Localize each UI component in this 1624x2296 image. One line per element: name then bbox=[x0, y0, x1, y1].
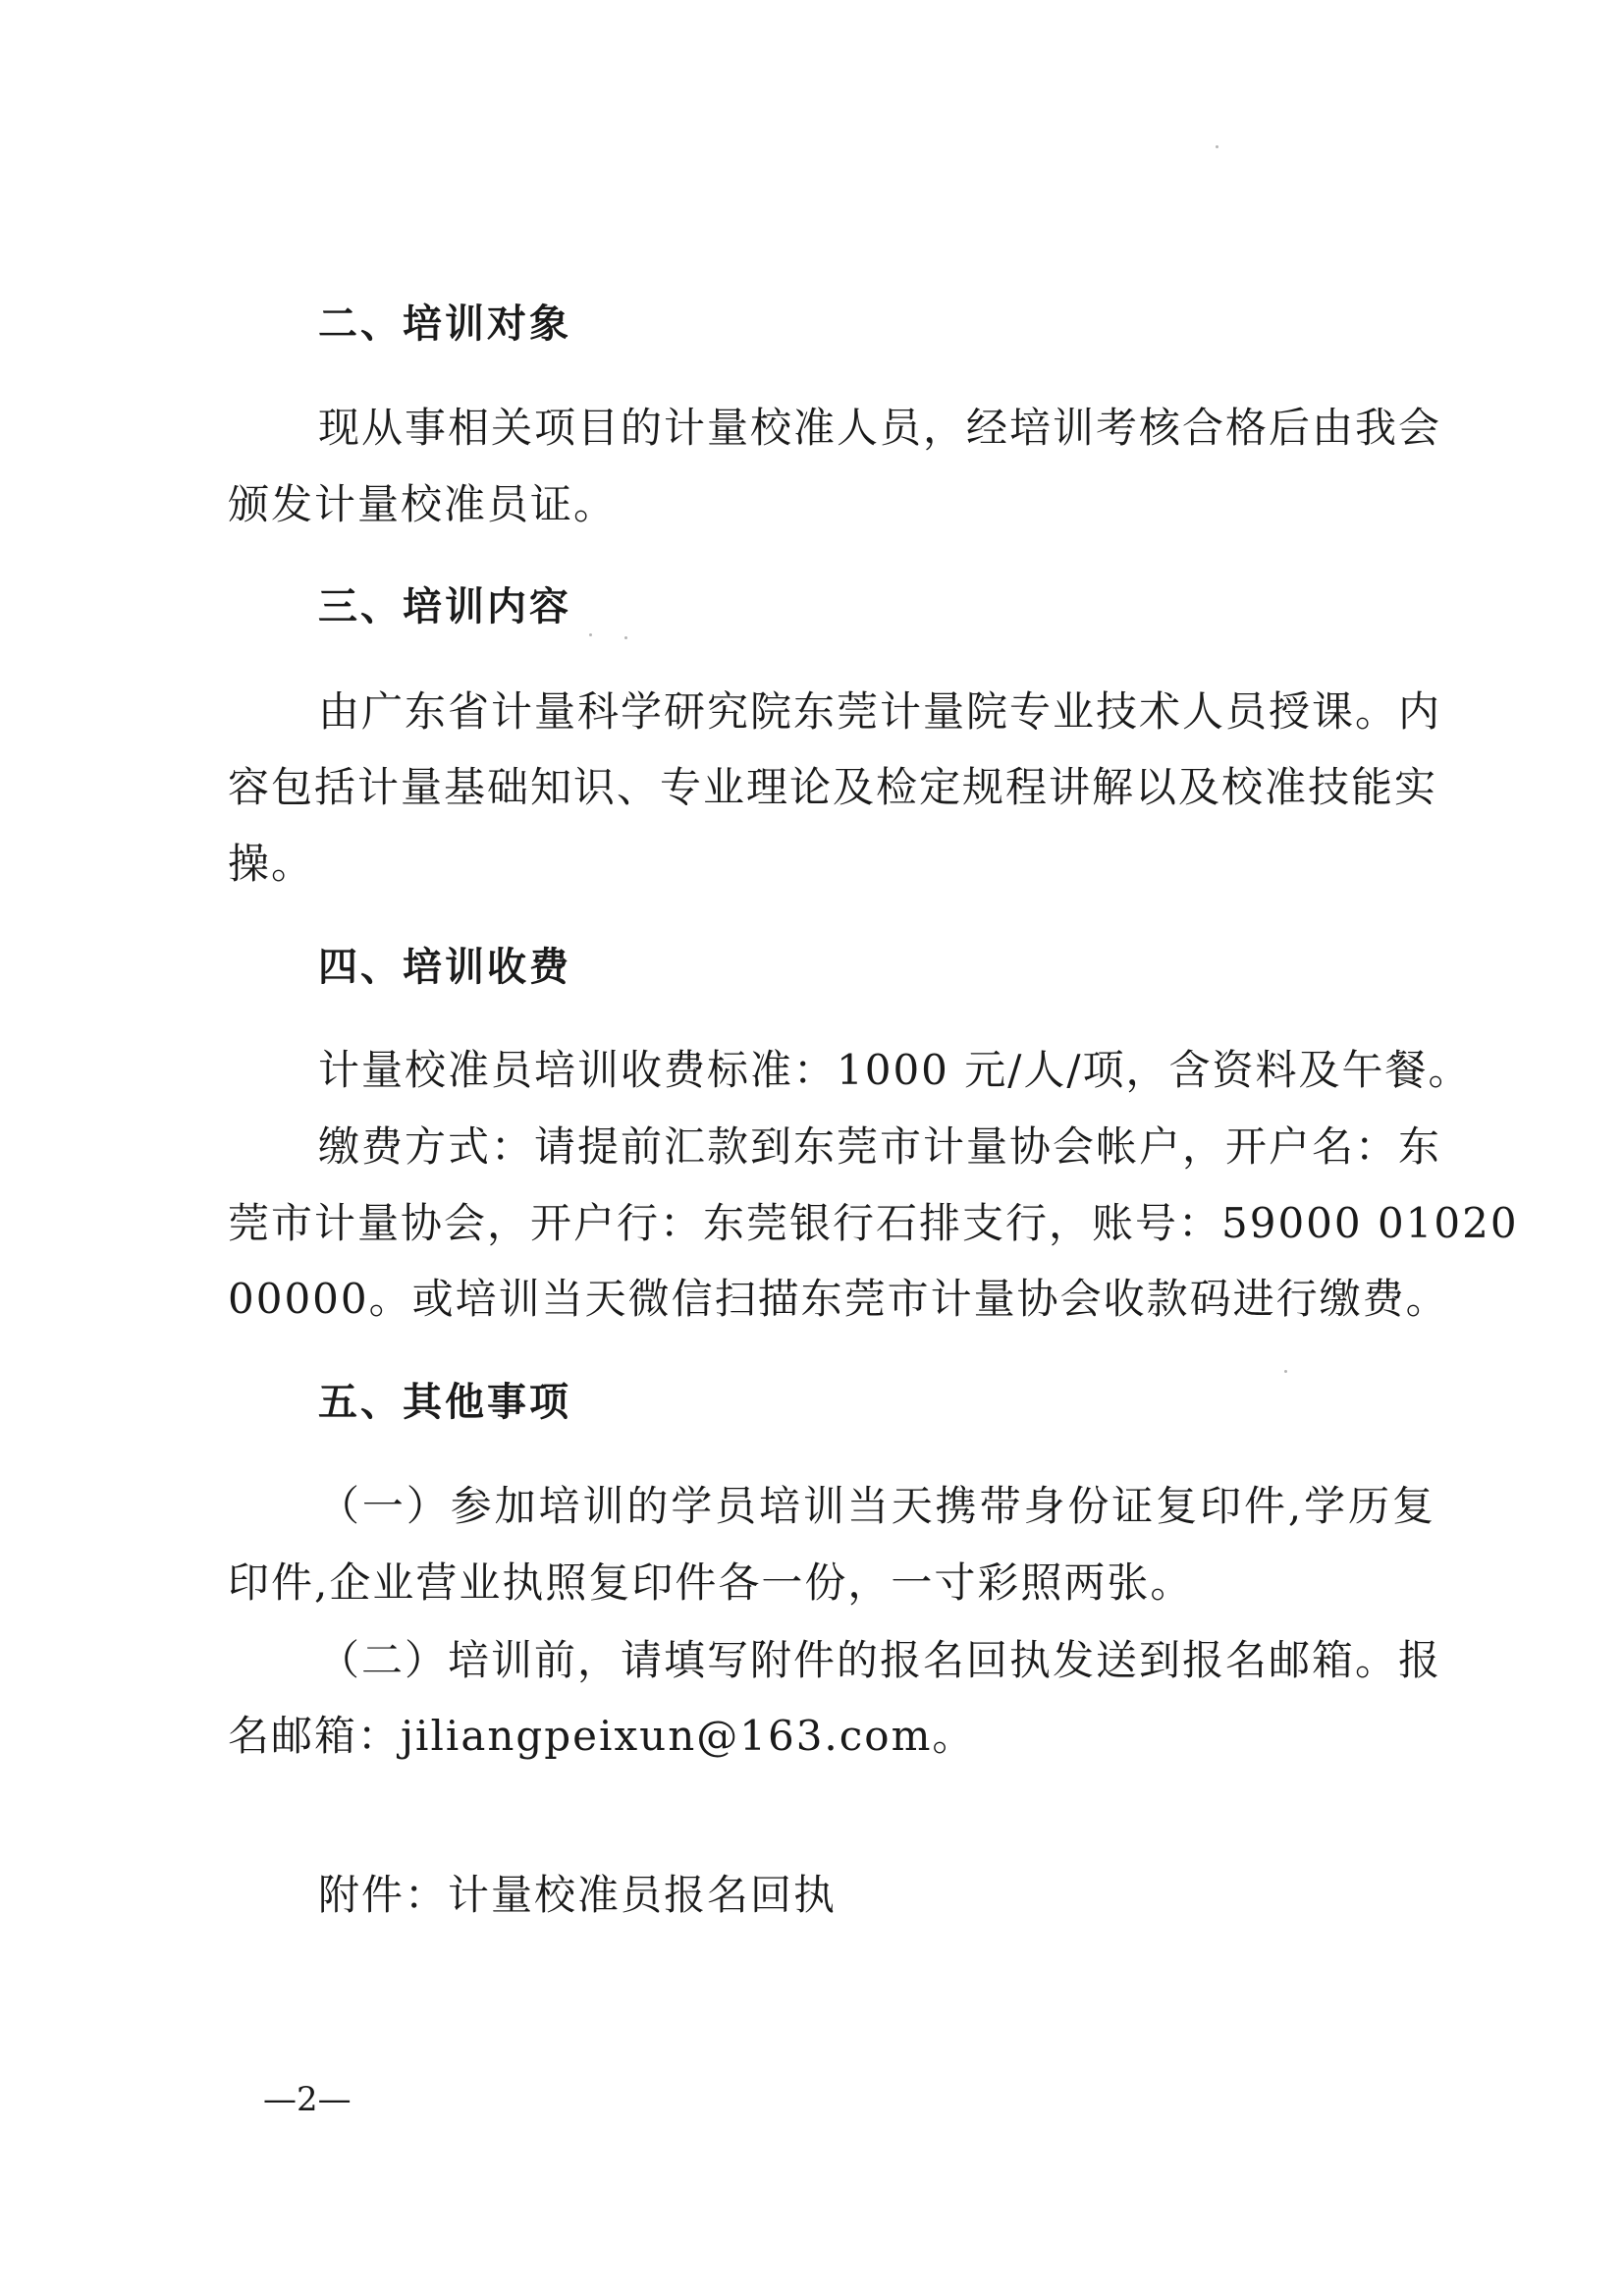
paragraph-line: 莞市计量协会，开户行：东莞银行石排支行，账号：59000 01020 bbox=[228, 1199, 1519, 1247]
paragraph-line: 计量校准员培训收费标准：1000 元/人/项，含资料及午餐。 bbox=[318, 1046, 1472, 1094]
paragraph-line: 容包括计量基础知识、专业理论及检定规程讲解以及校准技能实 bbox=[228, 763, 1438, 811]
scan-speck bbox=[1216, 145, 1218, 148]
paragraph-line: （二）培训前，请填写附件的报名回执发送到报名邮箱。报 bbox=[318, 1636, 1442, 1684]
page-number: —2— bbox=[263, 2080, 352, 2119]
scan-speck bbox=[1284, 1370, 1287, 1373]
section-heading-training-fees: 四、培训收费 bbox=[318, 945, 571, 990]
attachment-note: 附件：计量校准员报名回执 bbox=[318, 1871, 838, 1919]
paragraph-line: 颁发计量校准员证。 bbox=[228, 480, 618, 528]
paragraph-line: 操。 bbox=[228, 840, 315, 888]
scan-speck bbox=[589, 633, 592, 636]
section-heading-training-targets: 二、培训对象 bbox=[318, 301, 571, 347]
paragraph-line: 00000。或培训当天微信扫描东莞市计量协会收款码进行缴费。 bbox=[228, 1275, 1449, 1323]
paragraph-line: 现从事相关项目的计量校准人员，经培训考核合格后由我会 bbox=[318, 404, 1442, 452]
paragraph-line: 名邮箱：jiliangpeixun@163.com。 bbox=[228, 1712, 976, 1760]
scan-speck bbox=[624, 636, 627, 639]
paragraph-line: 缴费方式：请提前汇款到东莞市计量协会帐户，开户名：东 bbox=[318, 1122, 1442, 1171]
paragraph-line: 由广东省计量科学研究院东莞计量院专业技术人员授课。内 bbox=[318, 687, 1442, 736]
section-heading-other-matters: 五、其他事项 bbox=[318, 1380, 571, 1425]
paragraph-line: 印件,企业营业执照复印件各一份，一寸彩照两张。 bbox=[228, 1558, 1194, 1607]
section-heading-training-content: 三、培训内容 bbox=[318, 584, 571, 629]
paragraph-line: （一）参加培训的学员培训当天携带身份证复印件,学历复 bbox=[318, 1482, 1435, 1530]
